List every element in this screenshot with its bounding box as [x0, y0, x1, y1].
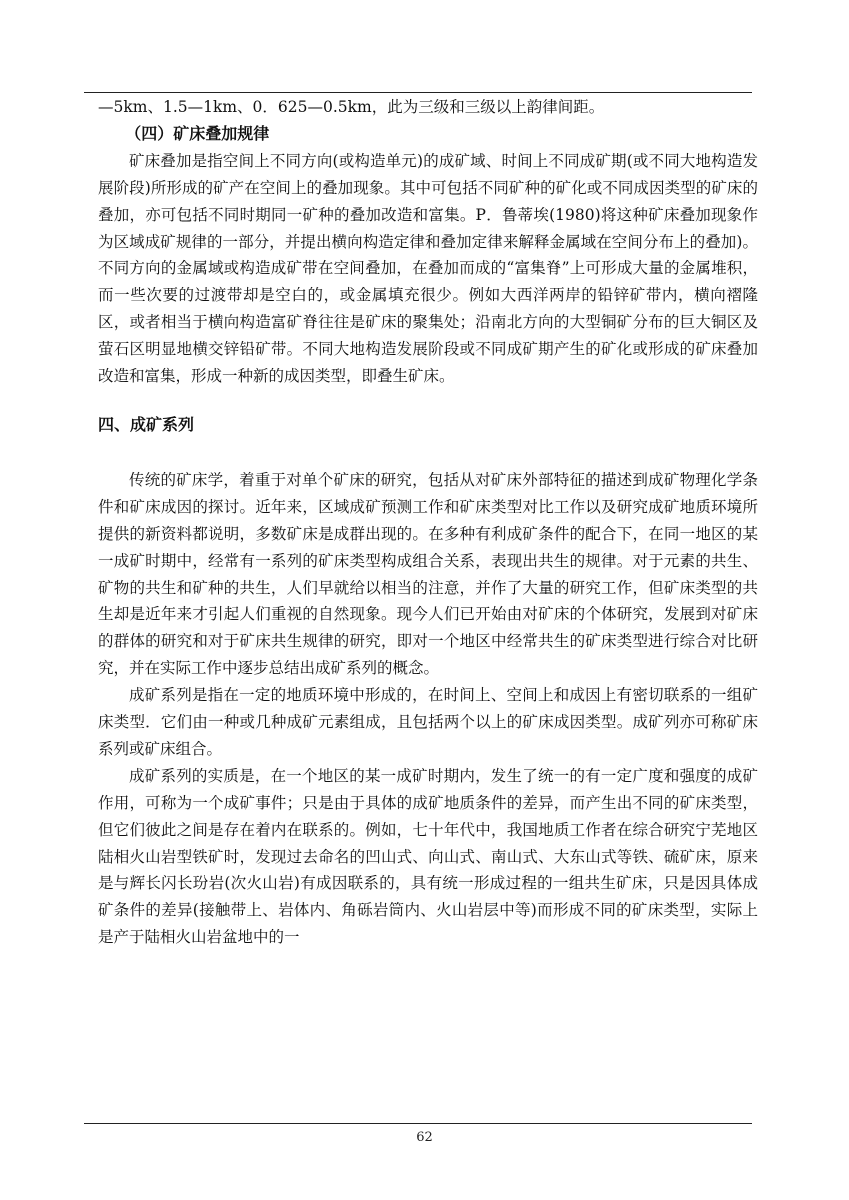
- body-paragraph-3: 成矿系列的实质是，在一个地区的某一成矿时期内，发生了统一的有一定广度和强度的成矿作用，可称为一个成矿事件；只是由于具体的成矿地质条件的差异，而产生出不同的矿床类型，但它们彼此之间是存在着内在联系的。例如，七十年代中，我国地质工作者在综合研究宁芜地区陆相火山岩型铁矿时，发现过去命名的凹山式、向山式、南山式、大东山式等铁、硫矿床，原来是与辉长闪长玢岩(次火山岩)有成因联系的，具有统一形成过程的一组共生矿床，只是因具体成矿条件的差异(接触带上、岩体内、角砾岩筒内、火山岩层中等)而形成不同的矿床类型，实际上是产于陆相火山岩盆地中的一: [98, 766, 758, 947]
- section-heading: 四、成矿系列: [98, 414, 195, 434]
- header-rule: [84, 92, 752, 93]
- page-body: [98, 94, 758, 951]
- body-paragraph-1: 传统的矿床学，着重于对单个矿床的研究，包括从对矿床外部特征的描述到成矿物理化学条件和矿床成因的探讨。近年来，区域成矿预测工作和矿床类型对比工作以及研究成矿地质环境所提供的新资料都说明，多数矿床是成群出现的。在多种有利成矿条件的配合下，在同一地区的某一成矿时期中，经常有一系列的矿床类型构成组合关系，表现出共生的规律。对于元素的共生、矿物的共生和矿种的共生，人们早就给以相当的注意，并作了大量的研究工作，但矿床类型的共生却是近年来才引起人们重视的自然现象。现今人们已开始由对矿床的个体研究，发展到对矿床的群体的研究和对于矿床共生规律的研究，即对一个地区中经常共生的矿床类型进行综合对比研究，并在实际工作中逐步总结出成矿系列的概念。: [98, 470, 758, 678]
- subsection-heading: （四）矿床叠加规律: [125, 123, 270, 143]
- body-paragraph-2: 成矿系列是指在一定的地质环境中形成的，在时间上、空间上和成因上有密切联系的一组矿床类型．它们由一种或几种成矿元素组成，且包括两个以上的矿床成因类型。成矿列亦可称矿床系列或矿床组合。: [98, 686, 758, 758]
- continuation-paragraph: —5km、1.5—1km、0．625—0.5km，此为三级和三级以上韵律间距。: [98, 98, 605, 116]
- footer-rule: [84, 1123, 752, 1124]
- subsection-paragraph: 矿床叠加是指空间上不同方向(或构造单元)的成矿域、时间上不同成矿期(或不同大地构造发展阶段)所形成的矿产在空间上的叠加现象。其中可包括不同矿种的矿化或不同成因类型的矿床的叠加，亦可包括不同时期同一矿种的叠加改造和富集。P．鲁蒂埃(1980)将这种矿床叠加现象作为区域成矿规律的一部分，并提出横向构造定律和叠加定律来解释金属域在空间分布上的叠加)。不同方向的金属域或构造成矿带在空间叠加，在叠加而成的“富集脊”上可形成大量的金属堆积，而一些次要的过渡带却是空白的，或金属填充很少。例如大西洋两岸的铅锌矿带内，横向褶隆区，或者相当于横向构造富矿脊往往是矿床的聚集处；沿南北方向的大型铜矿分布的巨大铜区及萤石区明显地横交锌铅矿带。不同大地构造发展阶段或不同成矿期产生的矿化或形成的矿床叠加改造和富集，形成一种新的成因类型，即叠生矿床。: [98, 151, 758, 386]
- page-number: 62: [416, 1130, 433, 1145]
